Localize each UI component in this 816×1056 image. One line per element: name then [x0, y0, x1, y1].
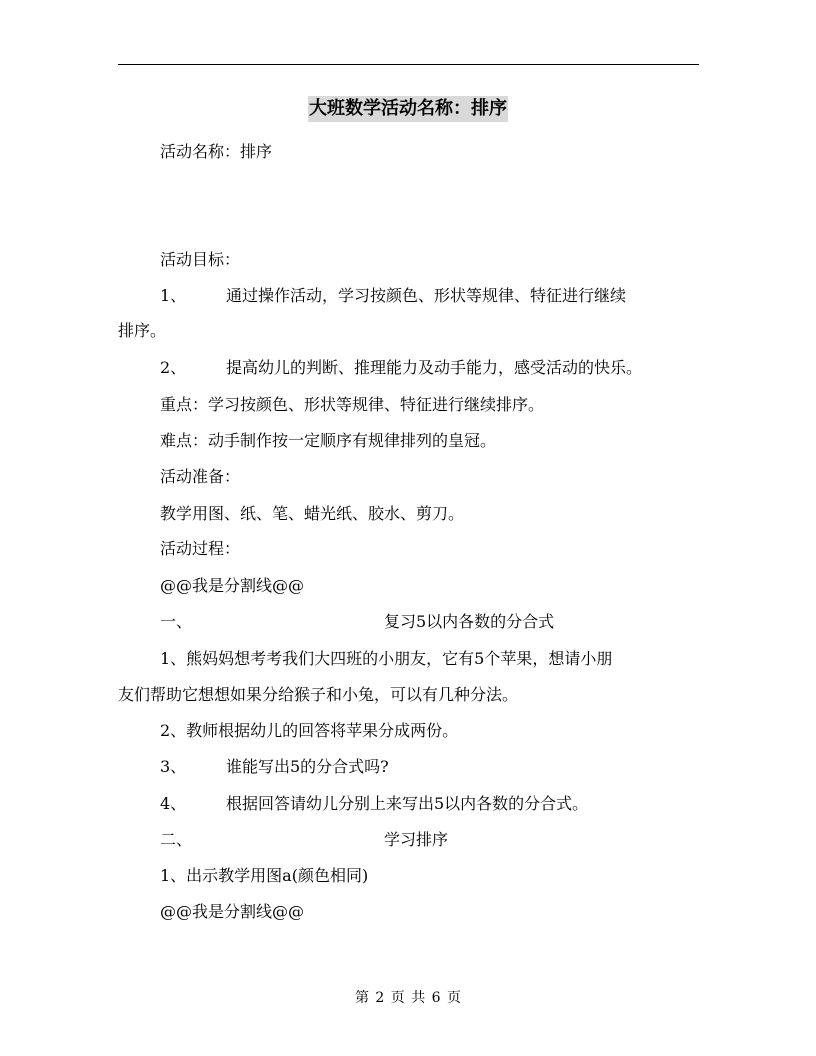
step-3-line	[160, 756, 389, 778]
difficulty-line: 难点：动手制作按一定顺序有规律排列的皇冠。	[160, 431, 497, 450]
goal-1-number: 1、	[160, 286, 187, 305]
part-1-number: 一、	[160, 612, 193, 631]
step-4-text: 根据回答请幼儿分别上来写出5以内各数的分合式。	[226, 794, 589, 813]
materials-line: 教学用图、纸、笔、蜡光纸、胶水、剪刀。	[160, 504, 465, 523]
part-2-heading	[160, 829, 448, 851]
goal-heading: 活动目标：	[160, 250, 241, 269]
key-point-line: 重点：学习按颜色、形状等规律、特征进行继续排序。	[160, 395, 545, 414]
goal-2-text: 提高幼儿的判断、推理能力及动手能力，感受活动的快乐。	[226, 358, 643, 377]
part-2-number: 二、	[160, 830, 193, 849]
goal-1-continuation: 排序。	[118, 321, 167, 340]
step-3-number: 3、	[160, 757, 187, 776]
goal-1-line	[160, 285, 626, 307]
part-2-step-1-line: 1、出示教学用图a(颜色相同)	[160, 866, 369, 885]
part-1-heading	[160, 611, 554, 633]
part-2-title: 学习排序	[384, 830, 449, 849]
divider-text-1: @@我是分割线@@	[160, 576, 305, 595]
header-rule	[118, 64, 699, 65]
title-container	[0, 96, 816, 122]
step-1-line-a: 1、熊妈妈想考考我们大四班的小朋友，它有5个苹果，想请小朋	[160, 649, 613, 668]
goal-1-text: 通过操作活动，学习按颜色、形状等规律、特征进行继续	[226, 286, 627, 305]
divider-text-2: @@我是分割线@@	[160, 902, 305, 921]
part-1-title: 复习5以内各数的分合式	[384, 612, 555, 631]
step-4-number: 4、	[160, 794, 187, 813]
page-number-footer: 第 2 页 共 6 页	[354, 990, 462, 1006]
step-3-text: 谁能写出5的分合式吗?	[226, 757, 389, 776]
step-2-line: 2、教师根据幼儿的回答将苹果分成两份。	[160, 721, 459, 740]
step-4-line	[160, 793, 588, 815]
process-heading: 活动过程：	[160, 539, 241, 558]
goal-2-line	[160, 357, 642, 379]
activity-name-line: 活动名称：排序	[160, 142, 273, 161]
goal-2-number: 2、	[160, 358, 187, 377]
step-1-line-b: 友们帮助它想想如果分给猴子和小兔，可以有几种分法。	[118, 685, 519, 704]
document-title: 大班数学活动名称：排序	[308, 96, 508, 122]
preparation-heading: 活动准备：	[160, 467, 241, 486]
